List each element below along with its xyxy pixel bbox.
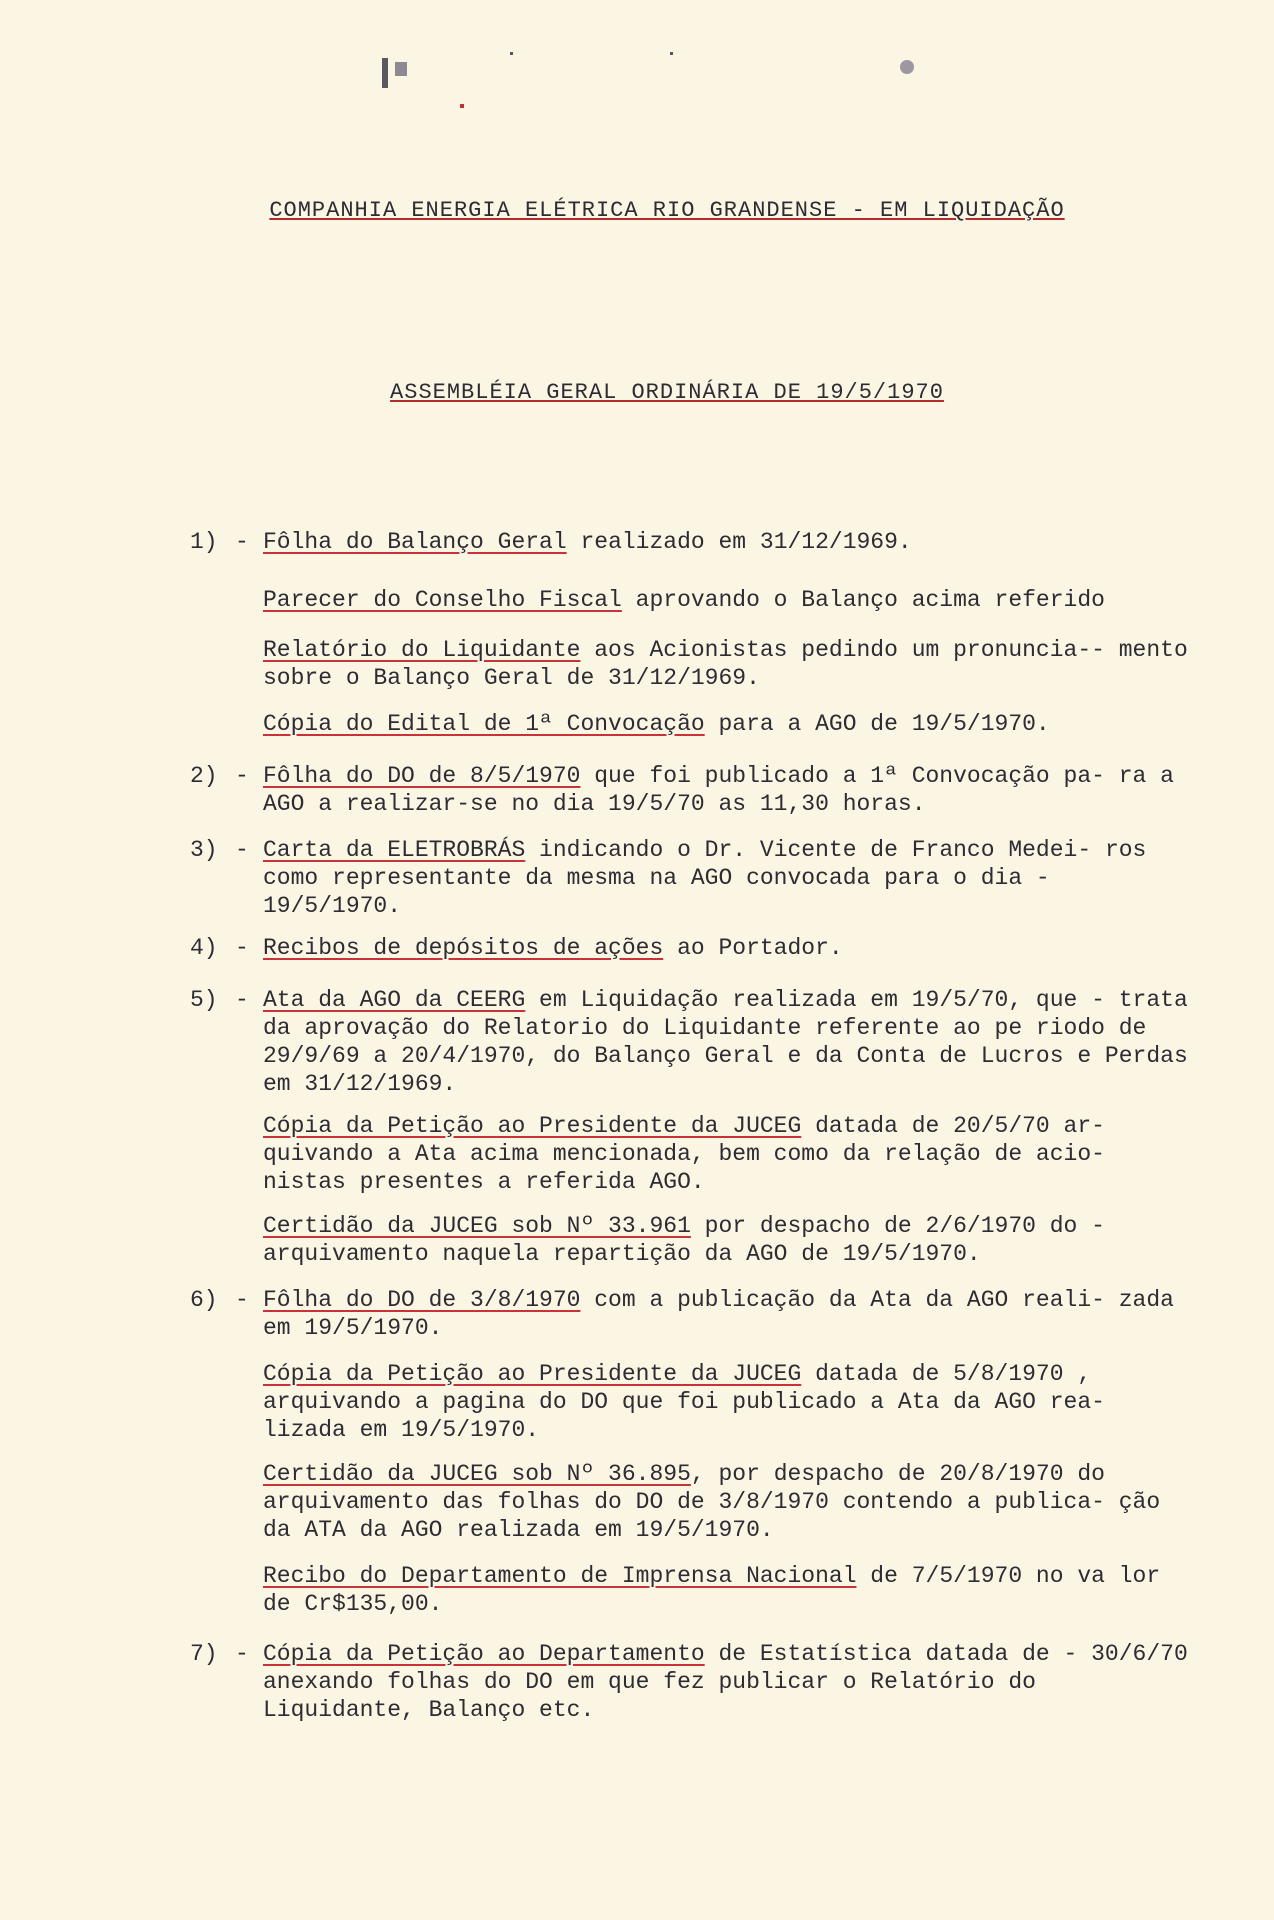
item-number: 6)	[190, 1287, 218, 1313]
company-heading: COMPANHIA ENERGIA ELÉTRICA RIO GRANDENSE - EM LIQUIDAÇÃO	[269, 198, 1065, 223]
item-number: 2)	[190, 763, 218, 789]
list-item: Carta da ELETROBRÁS indicando o Dr. Vicente de Franco Medei- ros como representante da mesma na AGO convocada para o dia - 19/5/1970.	[263, 837, 1147, 919]
list-item: Cópia do Edital de 1ª Convocação para a AGO de 19/5/1970.	[263, 711, 1050, 737]
list-item: Fôlha do DO de 8/5/1970 que foi publicado a 1ª Convocação pa- ra a AGO a realizar-se no dia 19/5/70 as 11,30 horas.	[263, 763, 1174, 817]
item-number: 5)	[190, 987, 218, 1013]
punch-marks	[370, 50, 930, 120]
list-item: Fôlha do Balanço Geral realizado em 31/12/1969.	[263, 529, 912, 555]
list-item: Cópia da Petição ao Presidente da JUCEG datada de 5/8/1970 , arquivando a pagina do DO que foi publicado a Ata da AGO rea- lizada em 19/5/1970.	[263, 1361, 1105, 1443]
list-item: Cópia da Petição ao Departamento de Estatística datada de - 30/6/70 anexando folhas do DO em que fez publicar o Relatório do Liquidante, Balanço etc.	[263, 1641, 1188, 1723]
item-number: 4)	[190, 935, 218, 961]
item-number: 7)	[190, 1641, 218, 1667]
document-page: COMPANHIA ENERGIA ELÉTRICA RIO GRANDENSE - EM LIQUIDAÇÃO ASSEMBLÉIA GERAL ORDINÁRIA DE 19/5/1970 1) - Fôlha do Balanço Geral realizado em 31/12/1969. Parecer do Conselho Fiscal aprovando o Balanço acima referido Relatório do Liquidante aos Acionistas pedindo um pronuncia-- mento sobre o Balanço Geral de 31/12/1969. Cópia do Edital de 1ª Convocação para a AGO de 19/5/1970. 2) - Fôlha do DO de 8/5/1970 que foi publicado a 1ª Convocação pa- ra a AGO a realizar-se no dia 19/5/70 as 11,30 horas. 3) - Carta da ELETROBRÁS indicando o Dr. Vicente de Franco Medei- ros como representante da mesma na AGO convocada para o dia - 19/5/1970. 4) - Recibos de depósitos de ações ao Portador. 5) - Ata da AGO da CEERG em Liquidação realizada em 19/5/70, que - trata da aprovação do Relatorio do Liquidante referente ao pe riodo de 29/9/69 a 20/4/1970, do Balanço Geral e da Conta de Lucros e Perdas em 31/12/1969. Cópia da Petição ao Presidente da JUCEG datada de 20/5/70 ar- quivando a Ata acima mencionada, bem como da relação de acio- nistas presentes a referida AGO. Certidão da JUCEG sob Nº 33.961 por despacho de 2/6/1970 do - arquivamento naquela repartição da AGO de 19/5/1970. 6) - Fôlha do DO de 3/8/1970 com a publicação da Ata da AGO reali- zada em 19/5/1970. Cópia da Petição ao Presidente da JUCEG datada de 5/8/1970 , arquivando a pagina do DO que foi publicado a Ata da AGO rea- lizada em 19/5/1970. Certidão da JUCEG sob Nº 36.895, por despacho de 20/8/1970 do arquivamento das folhas do DO de 3/8/1970 contendo a publica- ção da ATA da AGO realizada em 19/5/1970. Recibo do Departamento de Imprensa Nacional de 7/5/1970 no va lor de Cr$135,00. 7) - Cópia da Petição ao Departamento de Estatística datada de - 30/6/70 anexando folhas do DO em que fez publicar o Relatório do Liquidante, Balanço etc.	[0, 0, 1274, 1920]
item-number: 1)	[190, 529, 218, 555]
list-item: Fôlha do DO de 3/8/1970 com a publicação da Ata da AGO reali- zada em 19/5/1970.	[263, 1287, 1174, 1341]
list-item: Certidão da JUCEG sob Nº 36.895, por despacho de 20/8/1970 do arquivamento das folhas do DO de 3/8/1970 contendo a publica- ção da ATA da AGO realizada em 19/5/1970.	[263, 1461, 1161, 1543]
list-item: Parecer do Conselho Fiscal aprovando o Balanço acima referido	[263, 587, 1105, 613]
item-number: 3)	[190, 837, 218, 863]
meeting-heading: ASSEMBLÉIA GERAL ORDINÁRIA DE 19/5/1970	[390, 380, 944, 405]
list-item: Cópia da Petição ao Presidente da JUCEG datada de 20/5/70 ar- quivando a Ata acima mencionada, bem como da relação de acio- nistas presentes a referida AGO.	[263, 1113, 1105, 1195]
list-item: Relatório do Liquidante aos Acionistas pedindo um pronuncia-- mento sobre o Balanço Geral de 31/12/1969.	[263, 637, 1188, 691]
list-item: Ata da AGO da CEERG em Liquidação realizada em 19/5/70, que - trata da aprovação do Relatorio do Liquidante referente ao pe riodo de 29/9/69 a 20/4/1970, do Balanço Geral e da Conta de Lucros e Perdas em 31/12/1969.	[263, 987, 1188, 1097]
list-item: Certidão da JUCEG sob Nº 33.961 por despacho de 2/6/1970 do - arquivamento naquela repartição da AGO de 19/5/1970.	[263, 1213, 1105, 1267]
list-item: Recibo do Departamento de Imprensa Nacional de 7/5/1970 no va lor de Cr$135,00.	[263, 1563, 1161, 1617]
list-item: Recibos de depósitos de ações ao Portador.	[263, 935, 843, 961]
